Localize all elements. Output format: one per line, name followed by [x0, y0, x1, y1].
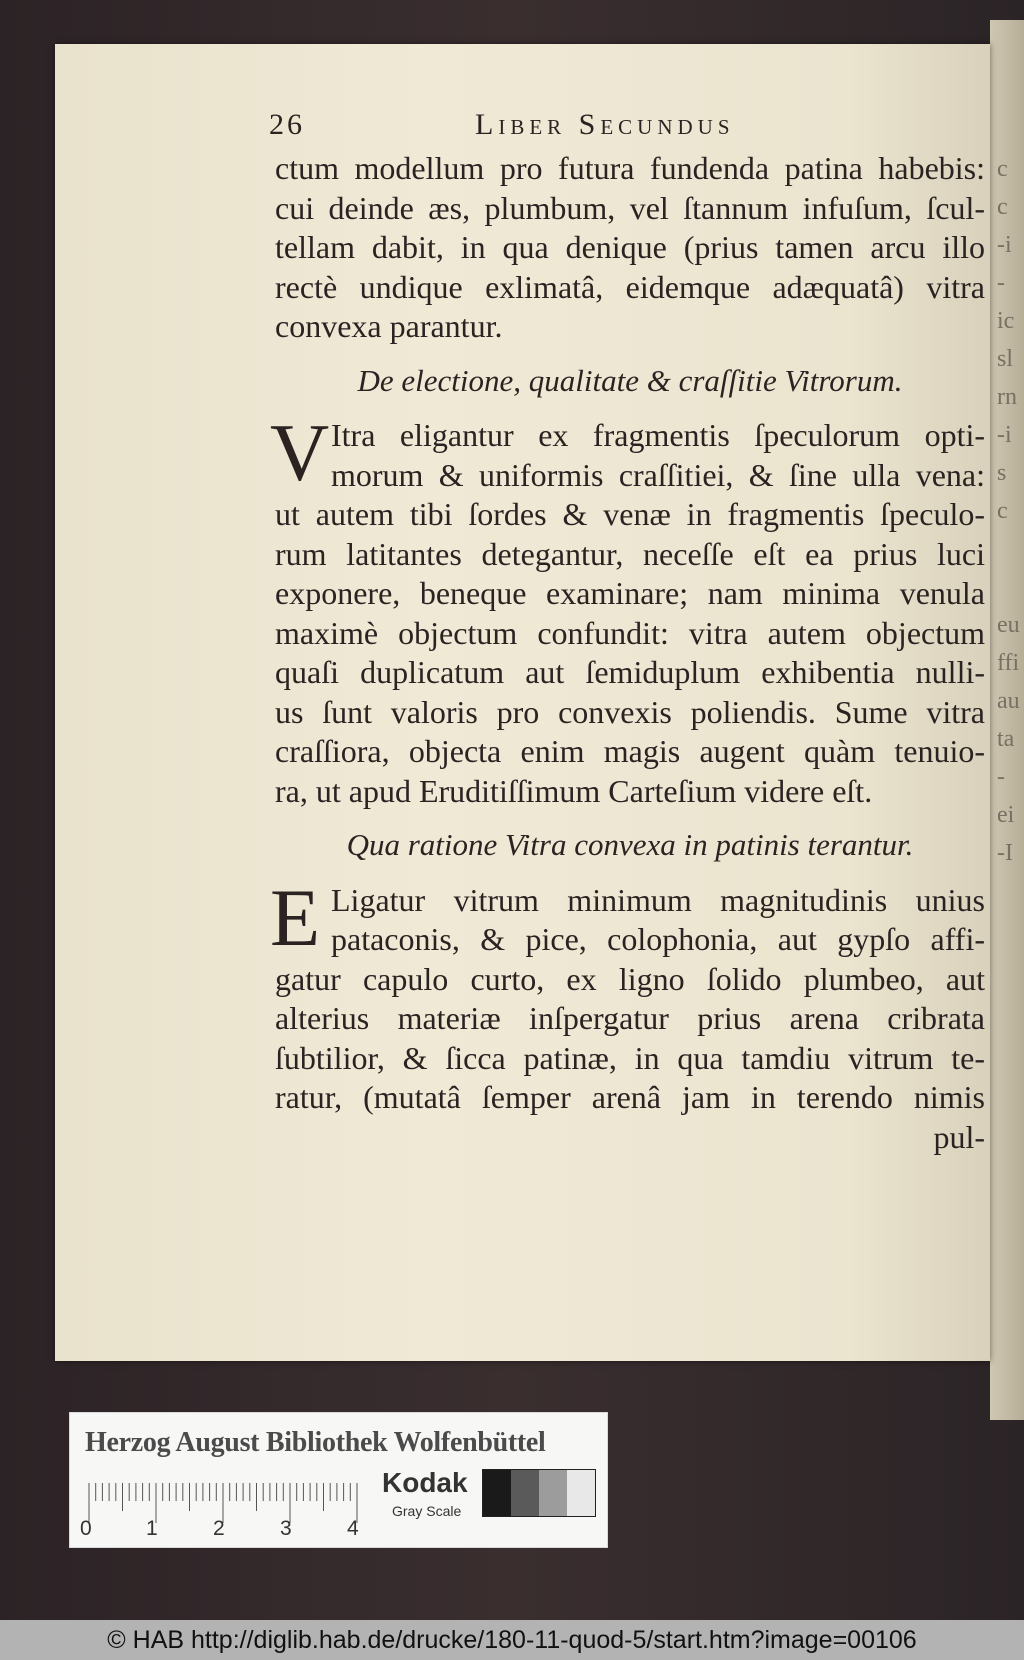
next-page-fragment: - — [997, 270, 1005, 296]
paragraph-2 — [270, 871, 985, 1158]
next-page-fragment — [997, 530, 1023, 568]
text-line: ut autem tibi ſordes & venæ in fragmentis ſpeculo- — [275, 496, 985, 532]
ruler-number: 2 — [213, 1517, 225, 1540]
next-page-fragment: -i — [997, 422, 1012, 448]
text-line: cui deinde æs, plumbum, vel ſtannum infuſum, ſcul- — [275, 189, 985, 226]
next-page-fragment: ffi — [997, 650, 1020, 676]
gray-swatch — [483, 1470, 511, 1516]
color-calibration-card — [69, 1412, 608, 1548]
section-heading-2: Qua ratione Vitra convexa in patinis terantur. — [346, 827, 914, 862]
text-line: maximè objectum confundit: vitra autem objectum — [275, 614, 985, 651]
page-number: 26 — [269, 108, 305, 141]
text-line: ſubtilior, & ſicca patinæ, in qua tamdiu vitrum te- — [275, 1039, 985, 1076]
text-line: morum & uniformis craſſitiei, & ſine ulla vena: — [331, 456, 985, 493]
next-page-fragment: -i — [997, 232, 1012, 258]
drop-capital: V — [270, 407, 330, 498]
next-page-fragment — [997, 568, 1023, 606]
text-line: craſſiora, objecta enim magis augent quàm tenuio- — [275, 733, 985, 769]
grayscale-label: Gray Scale — [392, 1503, 462, 1519]
gray-swatches — [482, 1469, 596, 1517]
text-line: quaſi duplicatum aut ſemiduplum exhibentia nulli- — [275, 654, 985, 690]
gray-swatch — [567, 1470, 595, 1516]
ruler-number: 0 — [80, 1517, 92, 1540]
text-line: us ſunt valoris pro convexis poliendis. Sume vitra — [275, 693, 985, 730]
text-line: gatur capulo curto, ex ligno ſolido plumbeo, aut — [275, 960, 985, 997]
opening-paragraph — [275, 149, 985, 347]
kodak-logo: Kodak — [382, 1467, 468, 1498]
text-line: Ligatur vitrum minimum magnitudinis unius — [331, 881, 985, 918]
section-heading-1: De electione, qualitate & craſſitie Vitrorum. — [357, 362, 903, 398]
ruler-number: 4 — [347, 1517, 359, 1540]
next-page-fragment: rn — [997, 384, 1017, 410]
next-page-fragment: c — [997, 194, 1008, 220]
page-text — [269, 105, 985, 1171]
next-page-fragment: c — [997, 156, 1008, 182]
running-head — [269, 105, 985, 149]
running-title: Liber Secundus — [475, 108, 735, 141]
text-line: rum latitantes detegantur, neceſſe eſt ea prius luci — [275, 535, 985, 572]
text-line: ctum modellum pro futura fundenda patina habebis: — [275, 150, 985, 186]
next-page-fragment: au — [997, 688, 1020, 714]
next-page-fragment: sl — [997, 346, 1014, 372]
next-page-fragment: - — [997, 764, 1005, 790]
footer-credit: © HAB http://diglib.hab.de/drucke/180-11-quod-5/start.htm?image=00106 — [0, 1620, 1024, 1660]
next-page-fragment: c — [997, 498, 1008, 524]
text-line: alterius materiæ inſpergatur prius arena cribrata — [275, 1000, 985, 1036]
next-page-fragment: ei — [997, 802, 1015, 828]
text-line: pataconis, & pice, colophonia, aut gypſo affi- — [331, 921, 985, 957]
ruler-numbers — [80, 1517, 440, 1543]
text-line: tellam dabit, in qua denique (prius tamen arcu illo — [275, 229, 985, 265]
next-page-fragment: s — [997, 460, 1007, 486]
paragraph-1 — [270, 407, 985, 811]
text-line: exponere, beneque examinare; nam minima venula — [275, 575, 985, 611]
gray-swatch — [539, 1470, 567, 1516]
ruler-number: 1 — [146, 1517, 158, 1540]
next-page-glimpse — [997, 150, 1023, 872]
drop-capital: E — [270, 871, 321, 963]
gray-swatch — [511, 1470, 539, 1516]
next-page-fragment: -I — [997, 840, 1013, 866]
next-page-fragment: eu — [997, 612, 1020, 638]
text-line: ra, ut apud Eruditiſſimum Carteſium videre eſt. — [275, 772, 873, 809]
catchword: pul- — [933, 1118, 985, 1155]
text-line: rectè undique exlimatâ, eidemque adæquatâ) vitra — [275, 268, 985, 305]
ruler-number: 3 — [280, 1517, 292, 1540]
next-page-fragment: ic — [997, 308, 1015, 334]
next-page-fragment: ta — [997, 726, 1015, 752]
card-title: Herzog August Bibliothek Wolfenbüttel — [85, 1427, 546, 1458]
text-line: ratur, (mutatâ ſemper arenâ jam in terendo nimis — [275, 1079, 985, 1115]
text-line: Itra eligantur ex fragmentis ſpeculorum opti- — [331, 417, 985, 453]
text-line: convexa parantur. — [275, 308, 503, 344]
